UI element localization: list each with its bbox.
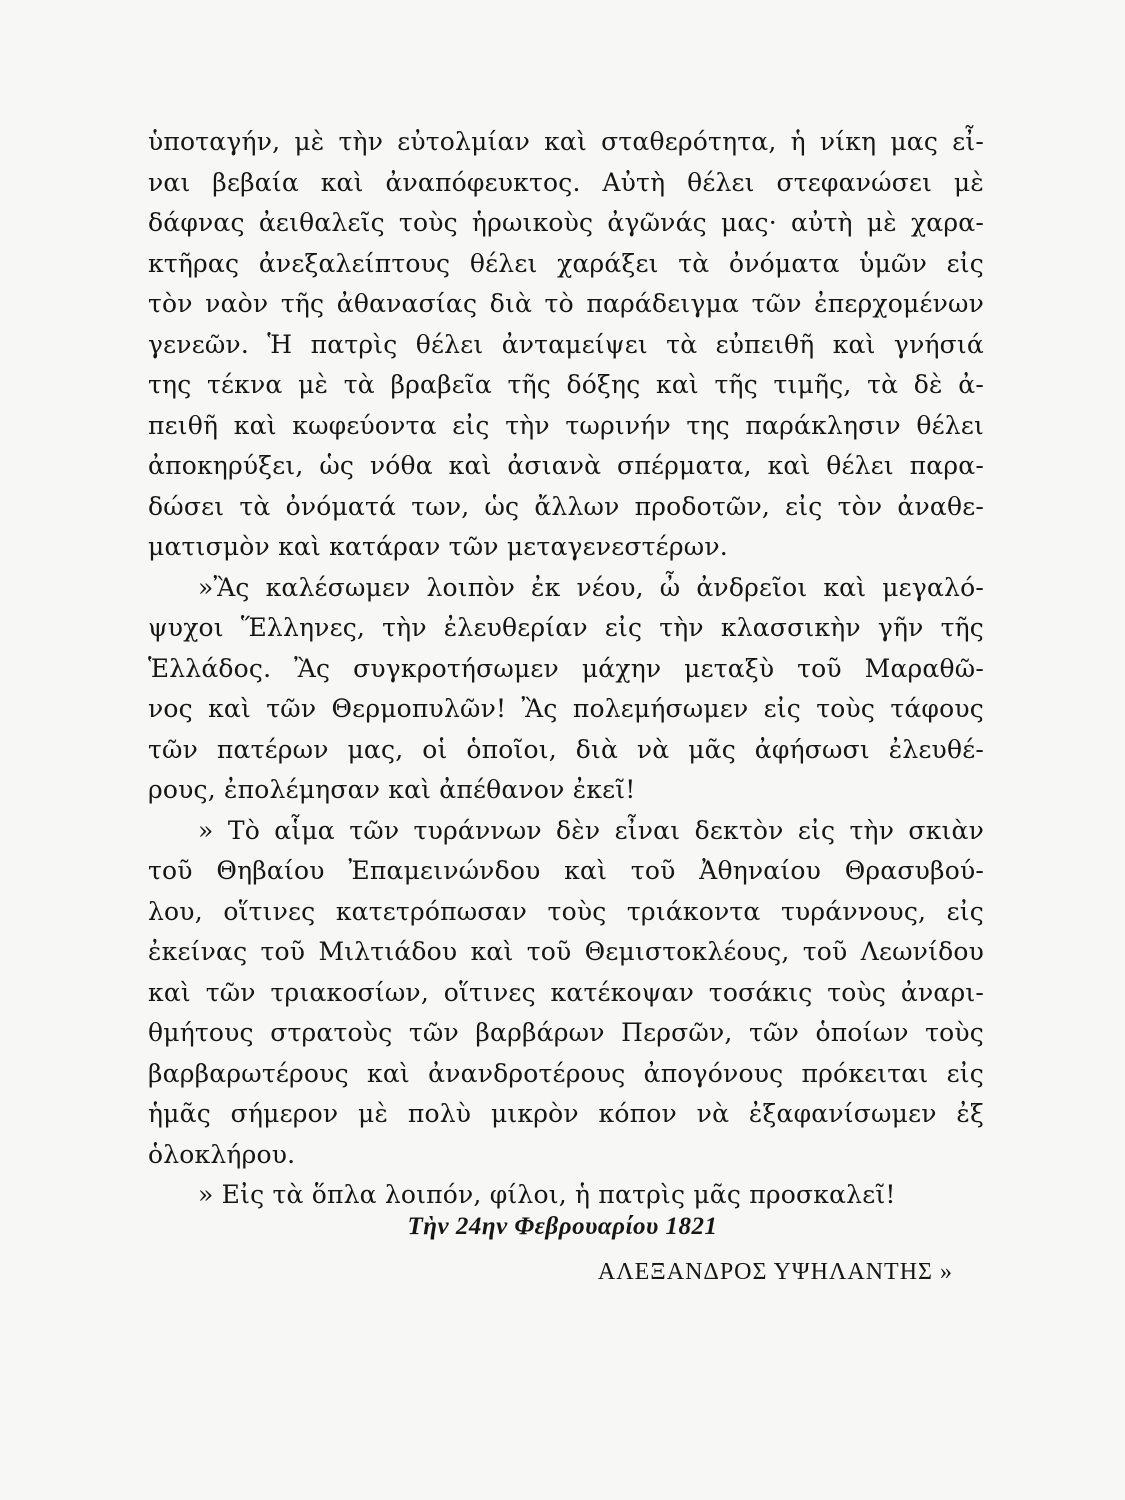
text-line: κτῆρας ἀνεξαλείπτους θέλει χαράξει τὰ ὀνόματα ὑμῶν εἰς	[148, 248, 984, 278]
text-line: τοῦ Θηβαίου Ἐπαμεινώνδου καὶ τοῦ Ἀθηναίου Θρασυβού-	[148, 856, 984, 885]
proclamation-text	[148, 122, 984, 1216]
text-line: » Τὸ αἷμα τῶν τυράννων δὲν εἶναι δεκτὸν εἰς τὴν σκιὰν	[198, 815, 984, 845]
text-line: Ἑλλάδος. Ἂς συγκροτήσωμεν μάχην μεταξὺ τοῦ Μαραθῶ-	[148, 653, 984, 683]
text-line: τῶν πατέρων μας, οἱ ὁποῖοι, διὰ νὰ μᾶς ἀφήσωσι ἐλευθέ-	[148, 734, 984, 764]
date-line: Τὴν 24ην Φεβρουαρίου 1821	[407, 1213, 718, 1240]
text-line: γενεῶν. Ἡ πατρὶς θέλει ἀνταμείψει τὰ εὐπειθῆ καὶ γνήσιά	[148, 329, 984, 359]
text-line: ψυχοι Ἕλληνες, τὴν ἐλευθερίαν εἰς τὴν κλασσικὴν γῆν τῆς	[148, 613, 984, 642]
text-line: ματισμὸν καὶ κατάραν τῶν μεταγενεστέρων.	[148, 532, 728, 561]
text-line: δάφνας ἀειθαλεῖς τοὺς ἡρωικοὺς ἀγῶνάς μας· αὐτὴ μὲ χαρα-	[148, 208, 984, 237]
text-line: καὶ τῶν τριακοσίων, οἵτινες κατέκοψαν τοσάκις τοὺς ἀναρι-	[148, 977, 984, 1007]
text-line: ὁλοκλήρου.	[148, 1139, 296, 1169]
text-line: βαρβαρωτέρους καὶ ἀνανδροτέρους ἀπογόνους πρόκειται εἰς	[148, 1058, 984, 1088]
text-line: » Εἰς τὰ ὅπλα λοιπόν, φίλοι, ἡ πατρὶς μᾶς προσκαλεῖ!	[198, 1180, 896, 1209]
text-line: τὸν ναὸν τῆς ἀθανασίας διὰ τὸ παράδειγμα τῶν ἐπερχομένων	[148, 289, 984, 318]
text-line: ἡμᾶς σήμερον μὲ πολὺ μικρὸν κόπον νὰ ἐξαφανίσωμεν ἐξ	[148, 1099, 984, 1128]
text-line: ἐκείνας τοῦ Μιλτιάδου καὶ τοῦ Θεμιστοκλέους, τοῦ Λεωνίδου	[148, 937, 984, 966]
text-line: λου, οἵτινες κατετρόπωσαν τοὺς τριάκοντα τυράννους, εἰς	[148, 896, 984, 926]
text-line: ἀποκηρύξει, ὡς νόθα καὶ ἀσιανὰ σπέρματα, καὶ θέλει παρα-	[148, 451, 984, 480]
text-line: της τέκνα μὲ τὰ βραβεῖα τῆς δόξης καὶ τῆς τιμῆς, τὰ δὲ ἀ-	[148, 370, 984, 399]
text-line: ναι βεβαία καὶ ἀναπόφευκτος. Αὐτὴ θέλει στεφανώσει μὲ	[148, 167, 984, 197]
text-line: ὑποταγήν, μὲ τὴν εὐτολμίαν καὶ σταθερότητα, ἡ νίκη μας εἶ-	[148, 127, 984, 156]
text-line: δώσει τὰ ὀνόματά των, ὡς ἄλλων προδοτῶν, εἰς τὸν ἀναθε-	[148, 491, 984, 521]
text-line: θμήτους στρατοὺς τῶν βαρβάρων Περσῶν, τῶν ὁποίων τοὺς	[148, 1018, 984, 1047]
signature: ΑΛΕΞΑΝΔΡΟΣ ΥΨΗΛΑΝΤΗΣ »	[597, 1259, 953, 1285]
text-line: νος καὶ τῶν Θερμοπυλῶν! Ἂς πολεμήσωμεν εἰς τοὺς τάφους	[148, 694, 984, 723]
text-line: »Ἂς καλέσωμεν λοιπὸν ἐκ νέου, ὦ ἀνδρεῖοι καὶ μεγαλό-	[198, 572, 984, 602]
text-line: ρους, ἐπολέμησαν καὶ ἀπέθανον ἐκεῖ!	[148, 775, 636, 804]
text-line: πειθῆ καὶ κωφεύοντα εἰς τὴν τωρινήν της παράκλησιν θέλει	[148, 410, 984, 440]
